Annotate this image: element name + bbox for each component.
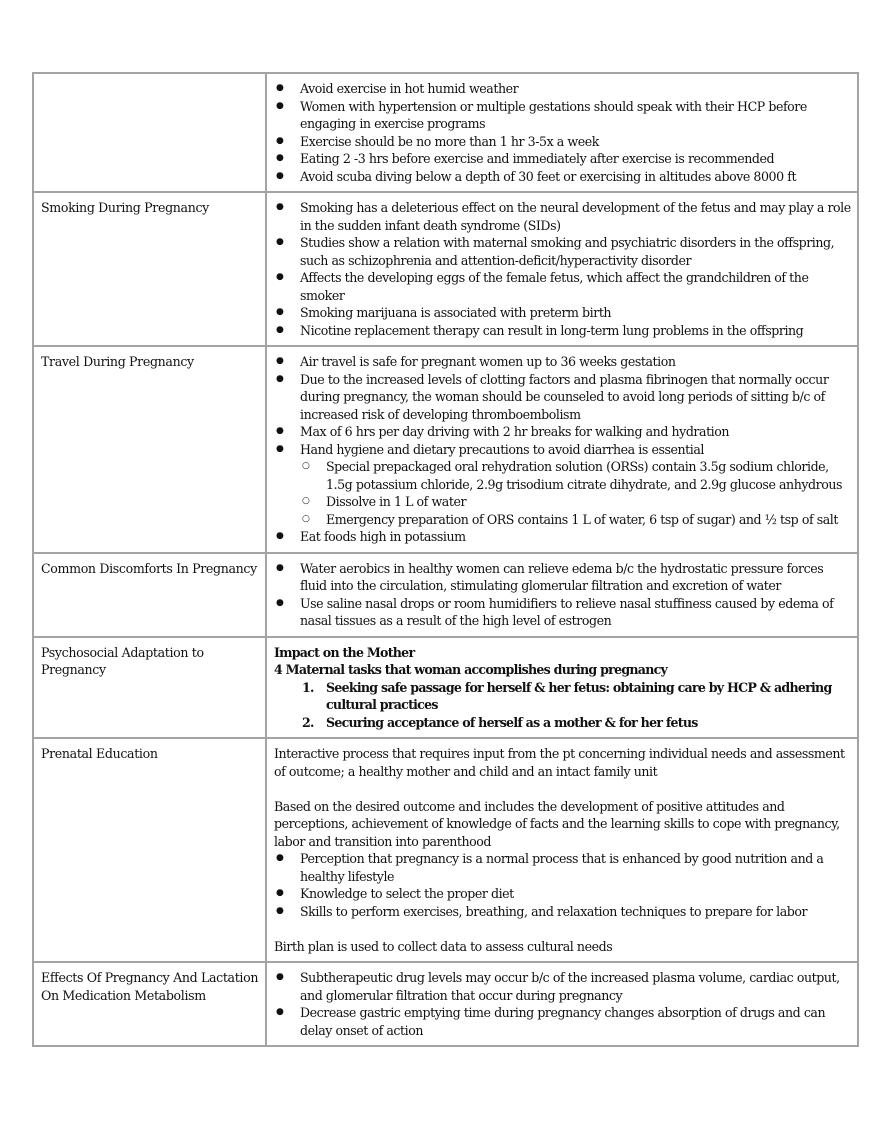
bullet-list — [274, 969, 851, 1039]
item-number: 2. — [302, 714, 314, 730]
paragraph: Birth plan is used to collect data to assess cultural needs — [274, 938, 613, 954]
list-item: ● Use saline nasal drops or room humidifiers to relieve nasal stuffiness caused by edema of nasal tissues as a result of the high level of estrogen — [274, 595, 851, 630]
row-label: Common Discomforts In Pregnancy — [33, 553, 266, 637]
sub-list-item: ○ Dissolve in 1 L of water — [300, 493, 851, 511]
document-page — [32, 72, 859, 1047]
spacer — [274, 780, 851, 798]
item-number: 1. — [302, 679, 314, 695]
list-item: ● Women with hypertension or multiple gestations should speak with their HCP before engaging in exercise programs — [274, 98, 851, 133]
bullet-list — [274, 80, 851, 185]
row-label — [33, 73, 266, 192]
table-row-medication-metabolism — [33, 962, 858, 1046]
row-label: Prenatal Education — [33, 738, 266, 962]
bullet-list — [274, 199, 851, 339]
numbered-list — [274, 679, 851, 732]
item-text: Seeking safe passage for herself & her fetus: obtaining care by HCP & adhering cultural practices — [326, 679, 832, 712]
row-label: Travel During Pregnancy — [33, 346, 266, 553]
list-item: ● Perception that pregnancy is a normal process that is enhanced by good nutrition and a healthy lifestyle — [274, 850, 851, 885]
list-item: ● Decrease gastric emptying time during pregnancy changes absorption of drugs and can delay onset of action — [274, 1004, 851, 1039]
list-item: ● Studies show a relation with maternal smoking and psychiatric disorders in the offspring, such as schizophrenia and attention-deficit/hyperactivity disorder — [274, 234, 851, 269]
bullet-list — [274, 353, 851, 458]
sub-list-item: ○ Emergency preparation of ORS contains 1 L of water, 6 tsp of sugar) and ½ tsp of salt — [300, 511, 851, 529]
bullet-list — [274, 560, 851, 630]
list-item: ● Eating 2 -3 hrs before exercise and immediately after exercise is recommended — [274, 150, 851, 168]
sub-bullet-list — [300, 458, 851, 528]
list-item: ● Affects the developing eggs of the female fetus, which affect the grandchildren of the smoker — [274, 269, 851, 304]
row-content — [266, 192, 858, 346]
paragraph: Interactive process that requires input from the pt concerning individual needs and assessment of outcome; a healthy mother and child and an intact family unit — [274, 746, 845, 779]
table-row-psychosocial — [33, 637, 858, 739]
table-row-travel — [33, 346, 858, 553]
section-subheading: 4 Maternal tasks that woman accomplishes during pregnancy — [274, 662, 668, 677]
list-item: ● Water aerobics in healthy women can relieve edema b/c the hydrostatic pressure forces fluid into the circulation, stimulating glomerular filtration and excretion of water — [274, 560, 851, 595]
list-item: ● Avoid scuba diving below a depth of 30 feet or exercising in altitudes above 8000 ft — [274, 168, 851, 186]
row-label: Effects Of Pregnancy And Lactation On Medication Metabolism — [33, 962, 266, 1046]
list-item: ● Max of 6 hrs per day driving with 2 hr breaks for walking and hydration — [274, 423, 851, 441]
section-heading: Impact on the Mother — [274, 644, 415, 660]
list-item: ● Nicotine replacement therapy can result in long-term lung problems in the offspring — [274, 322, 851, 340]
row-content — [266, 738, 858, 962]
spacer — [274, 920, 851, 938]
list-item: ● Due to the increased levels of clotting factors and plasma fibrinogen that normally occur during pregnancy, the woman should be counseled to avoid long periods of sitting b/c of increased risk of developing thromboembolism — [274, 371, 851, 424]
row-content — [266, 73, 858, 192]
bullet-list — [274, 528, 851, 546]
row-content — [266, 962, 858, 1046]
table-row-prenatal-education — [33, 738, 858, 962]
table-row-exercise — [33, 73, 858, 192]
list-item: ● Avoid exercise in hot humid weather — [274, 80, 851, 98]
row-label: Smoking During Pregnancy — [33, 192, 266, 346]
list-item: ● Subtherapeutic drug levels may occur b/c of the increased plasma volume, cardiac output, and glomerular filtration that occur during pregnancy — [274, 969, 851, 1004]
table-row-common-discomforts — [33, 553, 858, 637]
row-content — [266, 553, 858, 637]
row-content — [266, 346, 858, 553]
item-text: Securing acceptance of herself as a mother & for her fetus — [326, 714, 698, 730]
list-item: ● Knowledge to select the proper diet — [274, 885, 851, 903]
list-item: ● Air travel is safe for pregnant women up to 36 weeks gestation — [274, 353, 851, 371]
list-item: ● Hand hygiene and dietary precautions to avoid diarrhea is essential — [274, 441, 851, 459]
list-item: ● Eat foods high in potassium — [274, 528, 851, 546]
numbered-item — [274, 679, 851, 714]
paragraph: Based on the desired outcome and includes the development of positive attitudes and perceptions, achievement of knowledge of facts and the learning skills to cope with pregnancy, labor and transition into parenthood — [274, 798, 840, 849]
row-content — [266, 637, 858, 739]
table-row-smoking — [33, 192, 858, 346]
list-item: ● Skills to perform exercises, breathing, and relaxation techniques to prepare for labor — [274, 903, 851, 921]
numbered-item — [274, 714, 851, 732]
sub-list-item: ○ Special prepackaged oral rehydration solution (ORSs) contain 3.5g sodium chloride, 1.5g potassium chloride, 2.9g trisodium citrate dihydrate, and 2.9g glucose anhydrous — [300, 458, 851, 493]
notes-table — [32, 72, 859, 1047]
list-item: ● Smoking marijuana is associated with preterm birth — [274, 304, 851, 322]
list-item: ● Exercise should be no more than 1 hr 3-5x a week — [274, 133, 851, 151]
row-label: Psychosocial Adaptation to Pregnancy — [33, 637, 266, 739]
bullet-list — [274, 850, 851, 920]
list-item: ● Smoking has a deleterious effect on the neural development of the fetus and may play a role in the sudden infant death syndrome (SIDs) — [274, 199, 851, 234]
